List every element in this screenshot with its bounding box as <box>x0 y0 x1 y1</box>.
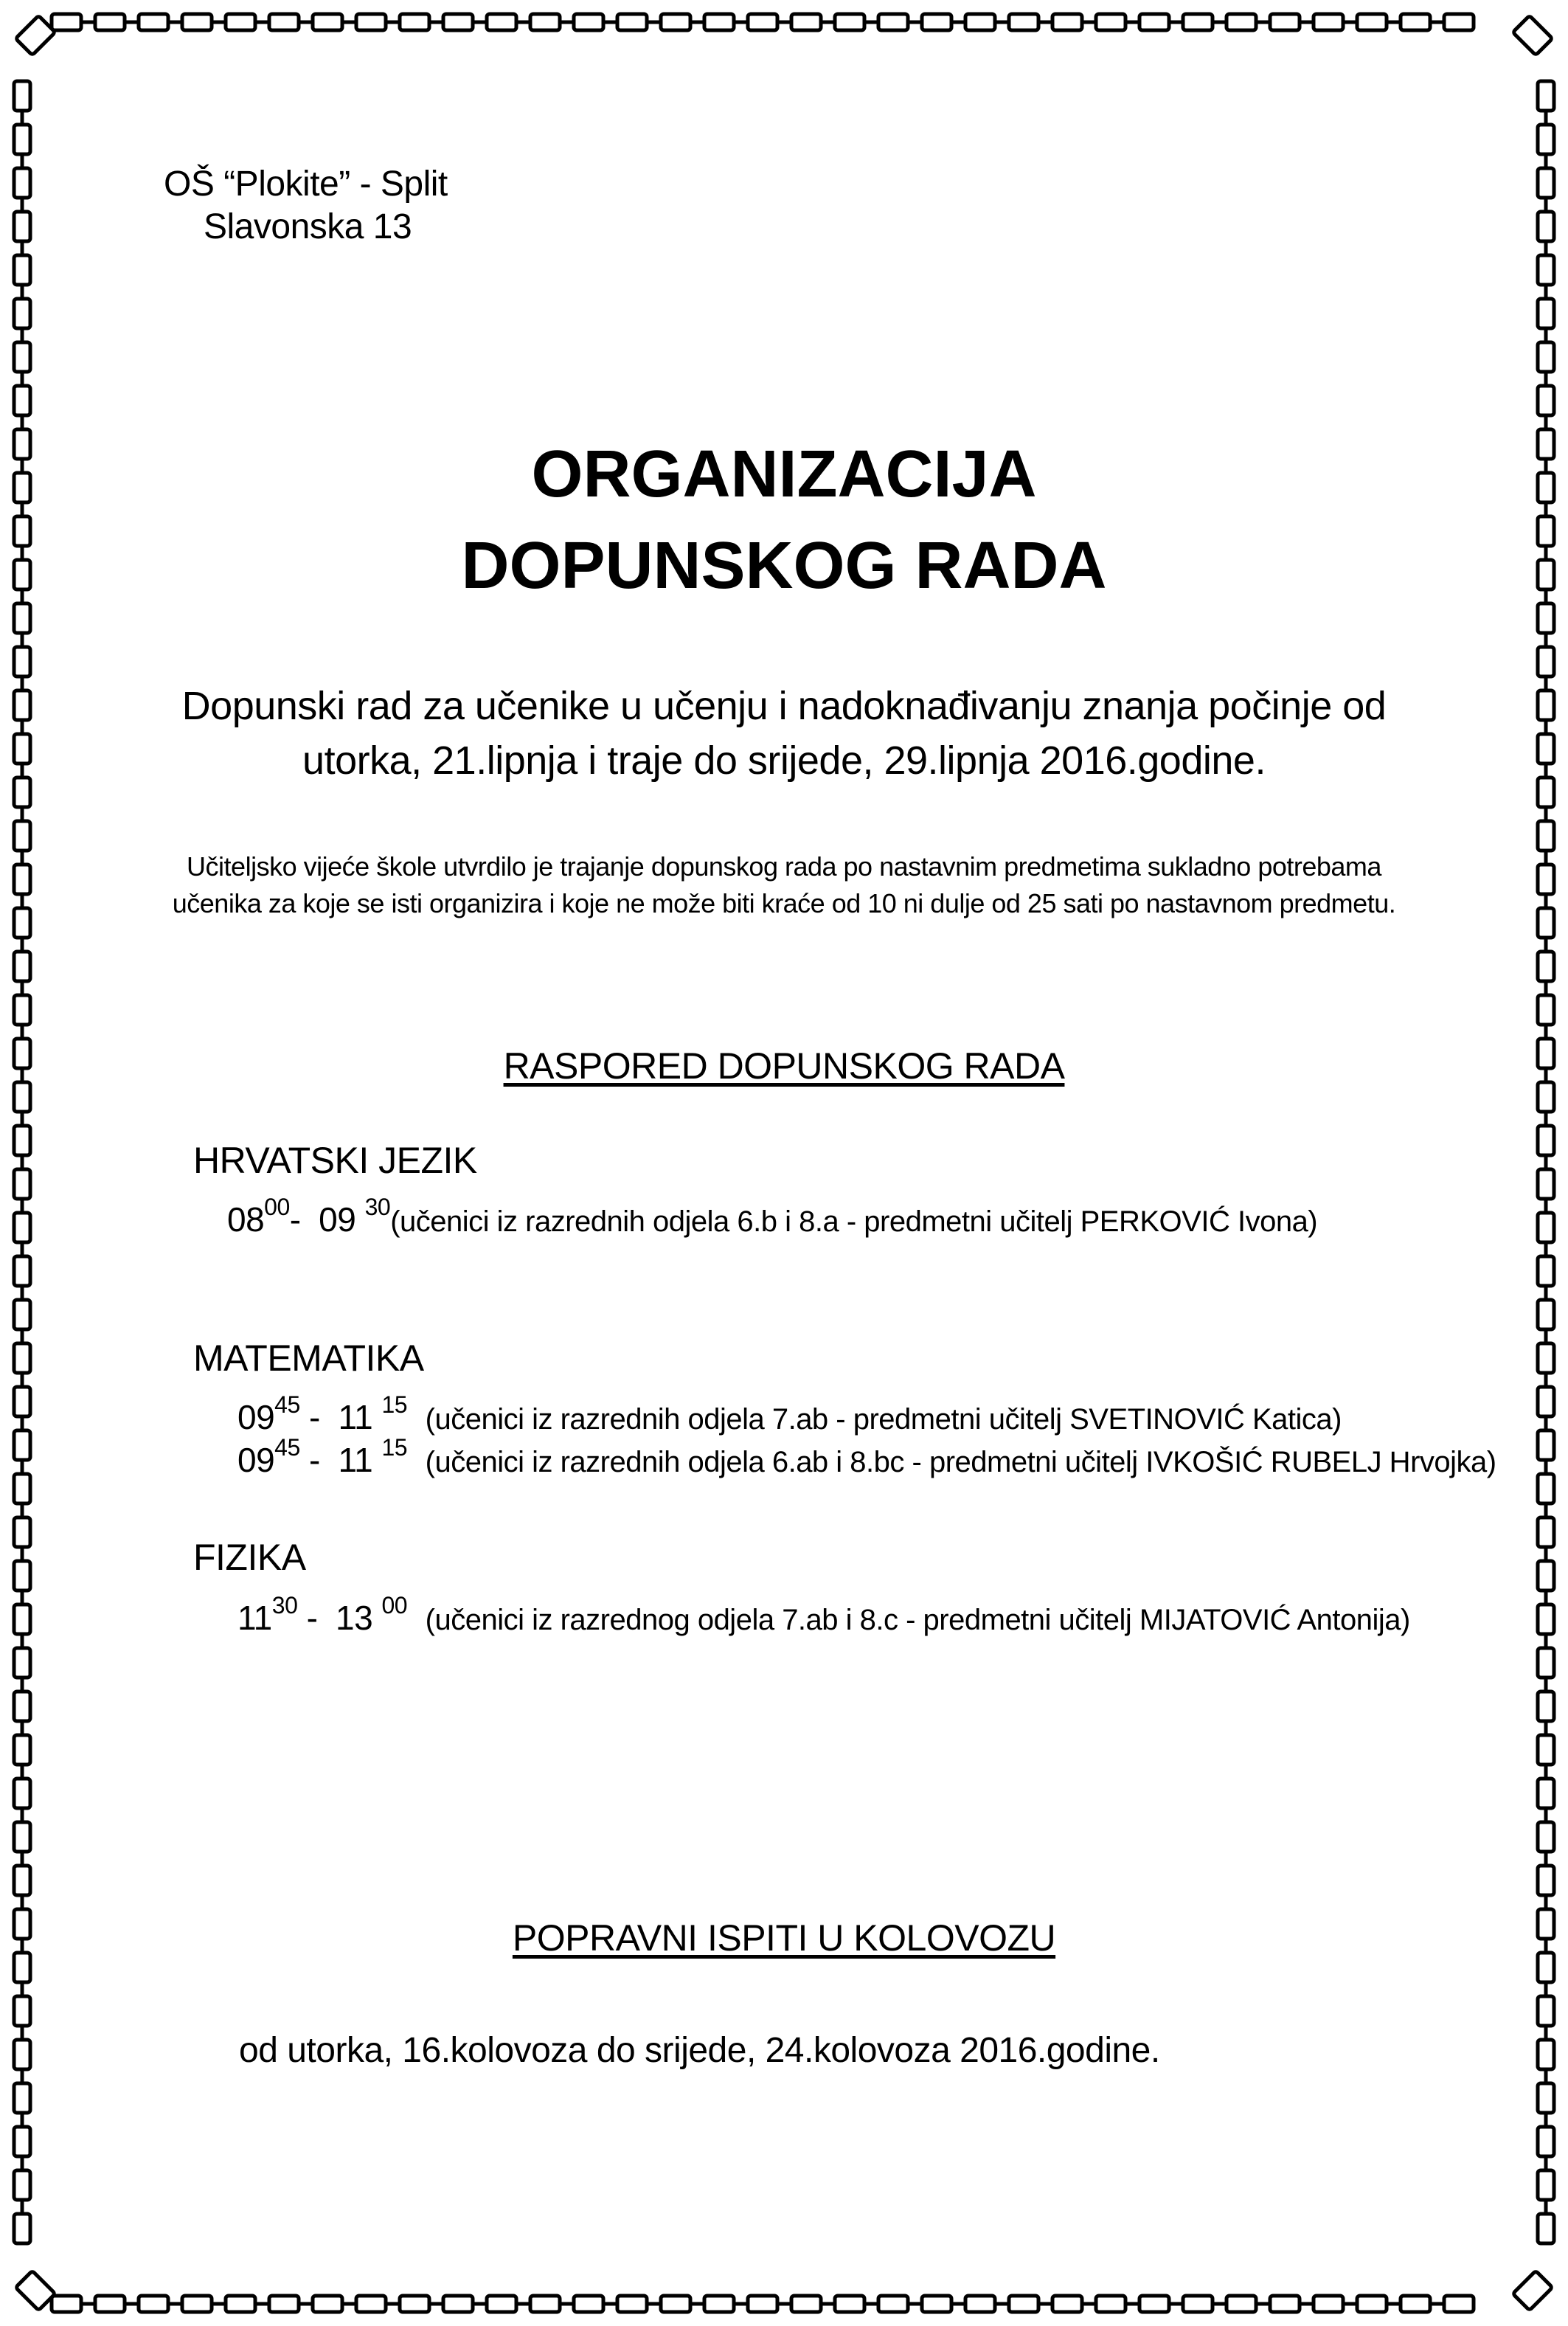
start-hour: 09 <box>237 1398 275 1436</box>
time-separator: - <box>309 1398 320 1436</box>
subject-croatian: HRVATSKI JEZIK <box>193 1140 477 1181</box>
schedule-description: (učenici iz razrednih odjela 7.ab - predmetni učitelj SVETINOVIĆ Katica) <box>425 1403 1342 1436</box>
intro-line-2: utorka, 21.lipnja i traje do srijede, 29.lipnja 2016.godine. <box>302 738 1266 783</box>
page-title-line-2: DOPUNSKOG RADA <box>461 529 1107 603</box>
start-minute: 30 <box>271 1592 298 1619</box>
end-minute: 15 <box>381 1391 408 1418</box>
schedule-row <box>237 1391 1342 1437</box>
start-minute: 45 <box>274 1434 300 1461</box>
note-line-1: Učiteljsko vijeće škole utvrdilo je trajanje dopunskog rada po nastavnim predmetima sukladno potrebama <box>187 851 1381 882</box>
end-minute: 15 <box>381 1434 408 1461</box>
schedule-row <box>227 1194 1318 1239</box>
start-minute: 45 <box>274 1391 300 1418</box>
subject-math: MATEMATIKA <box>193 1337 424 1379</box>
end-hour: 11 <box>338 1441 373 1479</box>
start-hour: 11 <box>237 1599 272 1637</box>
exams-heading: POPRAVNI ISPITI U KOLOVOZU <box>512 1917 1056 1959</box>
start-minute: 00 <box>264 1194 290 1220</box>
schedule-row <box>237 1592 1410 1638</box>
schedule-heading: RASPORED DOPUNSKOG RADA <box>503 1045 1065 1087</box>
schedule-description: (učenici iz razrednih odjela 6.b i 8.a - predmetni učitelj PERKOVIĆ Ivona) <box>390 1205 1318 1238</box>
intro-line-1: Dopunski rad za učenike u učenju i nadoknađivanju znanja počinje od <box>181 684 1387 728</box>
time-separator: - <box>289 1200 301 1239</box>
end-minute: 00 <box>381 1592 408 1619</box>
end-hour: 13 <box>336 1599 373 1637</box>
school-name: OŠ “Plokite” - Split <box>164 165 448 204</box>
schedule-row <box>237 1434 1496 1480</box>
subject-physics: FIZIKA <box>193 1537 306 1578</box>
schedule-description: (učenici iz razrednih odjela 6.ab i 8.bc - predmetni učitelj IVKOŠIĆ RUBELJ Hrvojka) <box>425 1446 1496 1478</box>
time-separator: - <box>306 1599 318 1637</box>
exams-dates: od utorka, 16.kolovoza do srijede, 24.kolovoza 2016.godine. <box>239 2031 1160 2070</box>
schedule-description: (učenici iz razrednog odjela 7.ab i 8.c - predmetni učitelj MIJATOVIĆ Antonija) <box>425 1604 1410 1636</box>
page-title-line-1: ORGANIZACIJA <box>531 437 1037 511</box>
time-separator: - <box>309 1441 320 1479</box>
end-hour: 09 <box>319 1200 356 1239</box>
start-hour: 09 <box>237 1441 275 1479</box>
end-minute: 30 <box>364 1194 391 1220</box>
start-hour: 08 <box>227 1200 265 1239</box>
end-hour: 11 <box>338 1398 373 1436</box>
school-address: Slavonska 13 <box>204 207 412 246</box>
note-line-2: učenika za koje se isti organizira i koje ne može biti kraće od 10 ni dulje od 25 sati po nastavnom predmetu. <box>172 888 1396 918</box>
